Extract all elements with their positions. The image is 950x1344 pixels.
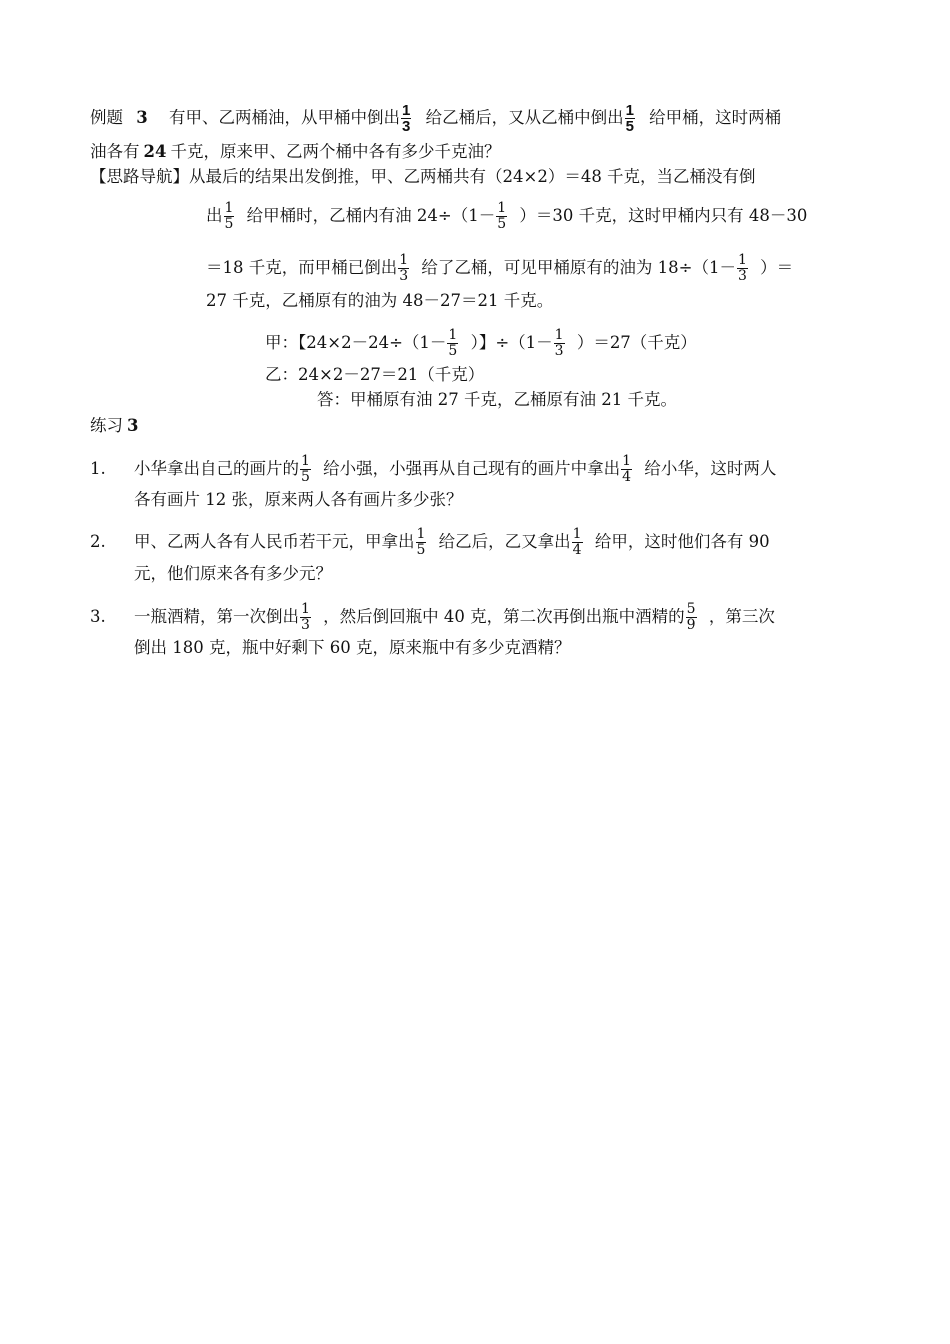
calc-text: ）】÷（1－ [470,333,553,352]
fraction: $\frac{1}{4}$ [622,453,632,485]
item-text: 一瓶酒精，第一次倒出 [134,607,299,626]
exercise-item-1 [90,454,776,485]
fraction: $\frac{1}{5}$ [224,200,234,232]
exercise-item-2 [90,527,770,558]
item-text: 小华拿出自己的画片的 [134,459,299,478]
calc-text: 乙：24×2－27＝21（千克） [265,365,485,384]
exercise-item-3 [90,602,775,633]
exercise-label: 练习 [90,416,123,435]
calc-line-2 [265,364,484,386]
fraction: $\frac{5}{9}$ [686,601,696,633]
example-bold-number: 24 [143,142,167,161]
analysis-label: 【思路导航】 [90,167,189,186]
example-title-line [90,103,781,134]
exercise-item-1-line-2 [134,489,463,511]
exercise-item-3-line-2 [134,637,570,659]
item-text: 给小强，小强再从自己现有的画片中拿出 [323,459,621,478]
analysis-line-4 [206,290,553,312]
item-text: ，第三次 [708,607,775,626]
example-text: 油各有 [90,142,140,161]
analysis-text: 从最后的结果出发倒推，甲、乙两桶共有（24×2）＝48 千克，当乙桶没有倒 [189,167,756,186]
fraction: $\frac{1}{3}$ [738,252,747,284]
example-text: 有甲、乙两桶油，从甲桶中倒出 [168,108,400,127]
item-text: 给小华，这时两人 [644,459,777,478]
analysis-text: ）＝ [760,258,794,277]
answer-line [317,389,677,411]
item-text: 元，他们原来各有多少元？ [134,564,332,583]
analysis-text: ）＝30 千克，这时甲桶内只有 48－30 [519,206,808,225]
fraction: $\frac{1}{3}$ [554,327,564,359]
fraction: $\frac{1}{3}$ [301,601,310,633]
fraction: $\frac{1}{4}$ [572,526,582,558]
example-line-2 [90,141,500,163]
fraction: $\frac{1}{5}$ [448,327,458,359]
exercise-title [90,415,138,437]
example-number: 3 [136,108,148,127]
item-text: 甲、乙两人各有人民币若干元，甲拿出 [134,532,415,551]
exercise-number: 3 [127,416,139,435]
analysis-line-1 [90,166,756,188]
fraction: $\frac{1}{3}$ [399,252,409,284]
analysis-text: 27 千克，乙桶原有的油为 48－27＝21 千克。 [206,291,554,310]
analysis-line-2 [206,201,807,232]
analysis-text: 出 [206,206,223,225]
analysis-text: 给了乙桶，可见甲桶原有的油为 18÷（1－ [421,258,736,277]
fraction: $\frac{1}{3}$ [401,102,411,135]
analysis-line-3 [206,253,793,284]
example-text: 给甲桶，这时两桶 [649,108,782,127]
fraction: $\frac{1}{5}$ [416,526,426,558]
fraction: $\frac{1}{5}$ [625,102,634,135]
fraction: $\frac{1}{5}$ [301,453,310,485]
example-text: 千克，原来甲、乙两个桶中各有多少千克油？ [170,142,501,161]
calc-text: ）＝27（千克） [576,333,697,352]
item-text: 各有画片 12 张，原来两人各有画片多少张？ [134,490,463,509]
item-index: 2. [90,532,106,551]
exercise-item-2-line-2 [134,563,332,585]
answer-text: 答：甲桶原有油 27 千克，乙桶原有油 21 千克。 [317,390,677,409]
fraction: $\frac{1}{5}$ [497,200,507,232]
example-text: 给乙桶后，又从乙桶中倒出 [425,108,624,127]
item-index: 3. [90,607,106,626]
example-label: 例题 [90,108,123,127]
calc-text: 甲：【24×2－24÷（1－ [265,333,447,352]
calc-line-1 [265,328,697,359]
item-text: 倒出 180 克，瓶中好剩下 60 克，原来瓶中有多少克酒精？ [134,638,571,657]
item-text: 给甲，这时他们各有 90 [594,532,770,551]
item-text: 给乙后，乙又拿出 [438,532,571,551]
analysis-text: 给甲桶时，乙桶内有油 24÷（1－ [246,206,496,225]
item-text: ，然后倒回瓶中 40 克，第二次再倒出瓶中酒精的 [323,607,685,626]
item-index: 1. [90,459,106,478]
analysis-text: ＝18 千克，而甲桶已倒出 [206,258,398,277]
